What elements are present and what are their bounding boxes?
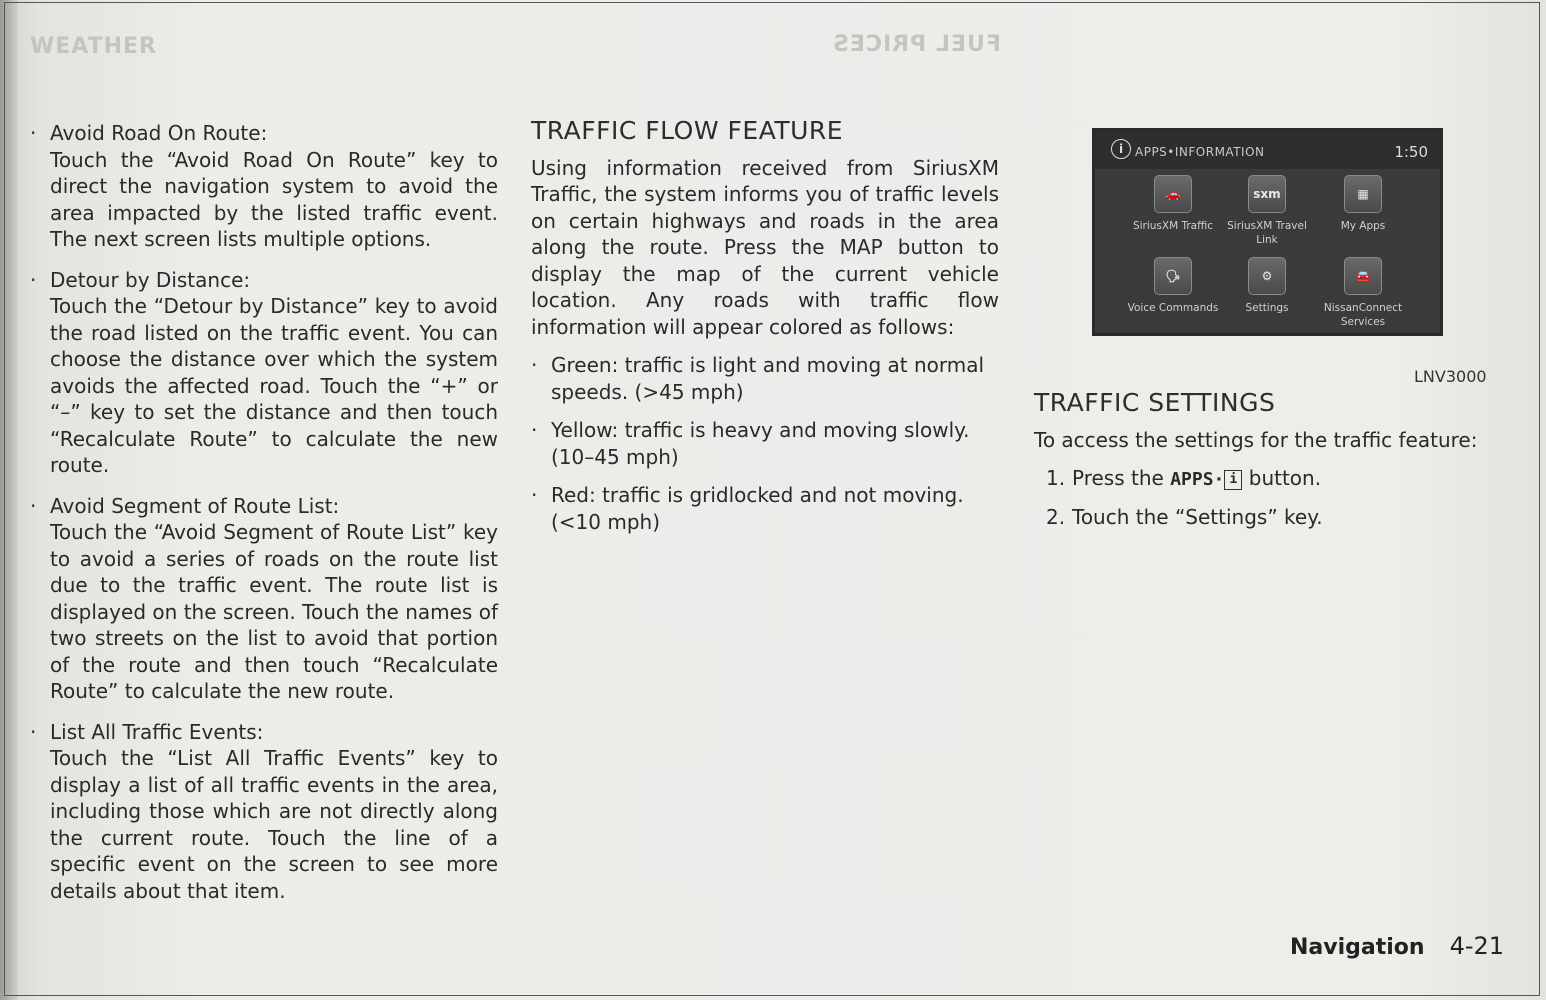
bullet-text: Touch the “List All Traffic Events” key to display a list of all traffic events in the area, including those which are not directly along the current route. Touch the line of a specific event on the screen to see more details about that item. <box>50 746 498 903</box>
tile-siriusxm-travel-link[interactable] <box>1217 175 1317 255</box>
step-number: 2. <box>1046 504 1066 529</box>
step-text-after: button. <box>1248 466 1322 490</box>
traffic-car-icon: 🚗 <box>1154 175 1192 213</box>
screen-title: APPS•INFORMATION <box>1135 145 1265 159</box>
bullet-red <box>531 482 999 535</box>
bullet-text: Touch the “Detour by Distance” key to avoid the road listed on the traffic event. You can choose the distance over which the system avoids the affected road. Touch the “+” or “–” key to set the distance and then touch “Recalculate Route” to calculate the new route. <box>50 294 498 477</box>
bullet-dot: · <box>30 267 37 292</box>
traffic-settings-intro: To access the settings for the traffic feature: <box>1034 427 1478 452</box>
page-number: 4-21 <box>1449 932 1505 960</box>
bullet-text: Touch the “Avoid Road On Route” key to direct the navigation system to avoid the area impacted by the listed traffic event. The next screen lists multiple options. <box>50 147 498 251</box>
footer-section-name: Navigation <box>1290 935 1425 960</box>
apps-chip-text: APPS <box>1170 469 1214 490</box>
step-2 <box>1034 504 1499 531</box>
tile-settings[interactable] <box>1217 257 1317 337</box>
phone-apps-icon: ▦ <box>1344 175 1382 213</box>
bullet-title: List All Traffic Events: <box>50 719 264 744</box>
tile-label: My Apps <box>1340 220 1386 232</box>
step-number: 1. <box>1046 466 1066 490</box>
bleed-through-heading-left: WEATHER <box>30 34 158 59</box>
step-text: Touch the “Settings” key. <box>1072 504 1323 529</box>
bullet-dot: · <box>531 483 538 507</box>
bullet-dot: · <box>30 121 37 145</box>
settings-steps <box>1034 465 1499 530</box>
tile-my-apps[interactable] <box>1313 175 1413 255</box>
step-text-before: Press the <box>1072 466 1164 490</box>
screen-title-bar <box>1095 131 1440 169</box>
tile-label: Settings <box>1245 302 1289 314</box>
step-1 <box>1034 465 1499 494</box>
bleed-through-heading-right: FUEL PRICES <box>832 32 1001 57</box>
bullet-green <box>531 352 999 405</box>
column-middle <box>531 118 999 547</box>
column-left <box>30 120 498 918</box>
apps-information-screen <box>1092 128 1443 336</box>
apps-button-label: APPS· i <box>1170 467 1242 494</box>
bullet-text: Yellow: traffic is heavy and moving slowly. (10–45 mph) <box>551 418 970 469</box>
bullet-avoid-segment <box>30 493 498 705</box>
screen-clock: 1:50 <box>1394 143 1428 161</box>
traffic-flow-intro: Using information received from SiriusXM Traffic, the system informs you of traffic levels on certain highways and roads in the area along the route. Press the MAP button to display the map of the current vehicle location. Any roads with traffic flow information will appear colored as follows: <box>531 155 999 339</box>
tile-nissanconnect-services[interactable] <box>1313 257 1413 337</box>
tile-siriusxm-traffic[interactable] <box>1123 175 1223 255</box>
bullet-yellow <box>531 417 999 470</box>
bullet-text: Red: traffic is gridlocked and not moving. (<10 mph) <box>551 483 964 534</box>
column-right <box>1034 390 1499 540</box>
gear-icon: ⚙ <box>1248 257 1286 295</box>
tile-label: SiriusXM Travel Link <box>1227 220 1307 246</box>
tile-voice-commands[interactable] <box>1123 257 1223 337</box>
sxm-logo-icon: sxm <box>1248 175 1286 213</box>
bullet-text: Touch the “Avoid Segment of Route List” key to avoid a series of roads on the route list due to the traffic event. The route list is displayed on the screen. Touch the names of two streets on the list to avoid that portion of the route and then touch “Recalculate Route” to calculate the new route. <box>50 520 498 703</box>
bullet-title: Avoid Segment of Route List: <box>50 493 340 518</box>
bullet-dot: · <box>531 418 538 442</box>
bullet-title: Detour by Distance: <box>50 267 251 292</box>
bullet-list-all-events <box>30 719 498 905</box>
section-heading-traffic-settings: TRAFFIC SETTINGS <box>1034 388 1276 417</box>
tile-label: Voice Commands <box>1127 302 1219 314</box>
bullet-text: Green: traffic is light and moving at normal speeds. (>45 mph) <box>551 353 985 404</box>
bullet-dot: · <box>30 719 37 744</box>
bullet-avoid-road <box>30 120 498 253</box>
tile-label: SiriusXM Traffic <box>1132 220 1214 232</box>
info-icon: i <box>1111 139 1131 159</box>
figure-code: LNV3000 <box>1414 367 1487 386</box>
bullet-dot: · <box>531 353 538 377</box>
page-footer <box>1290 932 1504 960</box>
tile-label: NissanConnect Services <box>1323 302 1403 328</box>
bullet-dot: · <box>30 493 37 518</box>
info-box-icon: i <box>1224 470 1242 490</box>
voice-command-icon: 🗣 <box>1154 257 1192 295</box>
connected-car-icon: 🚘 <box>1344 257 1382 295</box>
bullet-detour-distance <box>30 267 498 479</box>
section-heading-traffic-flow: TRAFFIC FLOW FEATURE <box>531 116 844 145</box>
bullet-title: Avoid Road On Route: <box>50 121 268 145</box>
